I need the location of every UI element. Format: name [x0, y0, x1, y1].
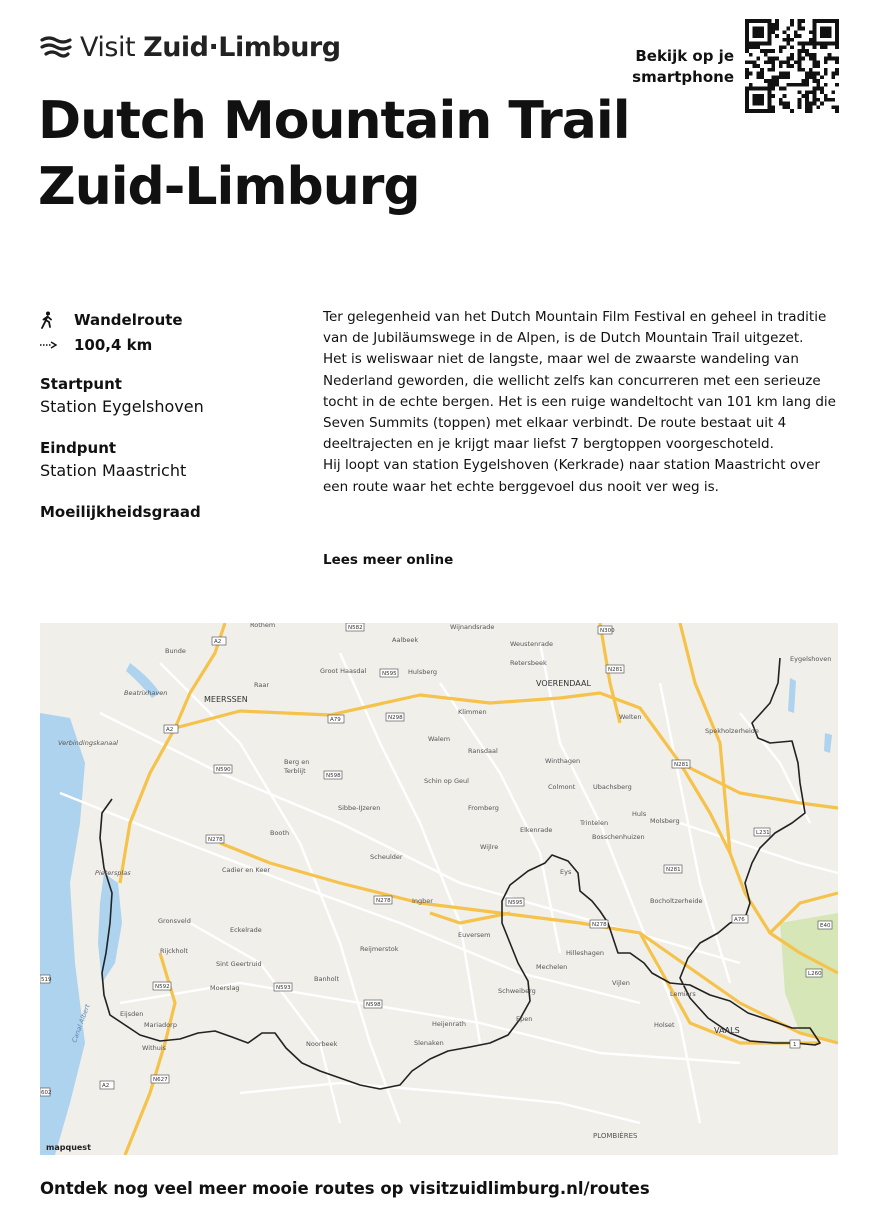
- svg-text:A2: A2: [102, 1083, 110, 1089]
- place-label-huls: Huls: [632, 810, 647, 818]
- svg-text:N298: N298: [388, 715, 403, 721]
- dotted-arrow-icon: [40, 341, 74, 349]
- description-paragraph: Hij loopt van station Eygelshoven (Kerkrade) naar station Maastricht over een route waar het echte berggevoel dus nooit ver weg is.: [323, 457, 820, 495]
- route-map[interactable]: [40, 623, 838, 1155]
- road-shield: [664, 865, 682, 873]
- place-label-beatrixhaven: Beatrixhaven: [124, 689, 168, 697]
- road-shield: [214, 765, 232, 773]
- road-shield: [151, 1075, 169, 1083]
- place-label-raar: Raar: [254, 681, 270, 689]
- svg-text:N281: N281: [674, 762, 689, 768]
- place-label-fromberg: Fromberg: [468, 804, 499, 812]
- place-label-trintelen: Trintelen: [580, 819, 609, 827]
- place-label-hulsberg: Hulsberg: [408, 668, 438, 676]
- place-label-colmont: Colmont: [548, 783, 576, 791]
- place-label-rothem: Rothem: [250, 623, 276, 629]
- start-label: Startpunt: [40, 375, 122, 393]
- road-shield: [274, 983, 292, 991]
- place-label-winthagen: Winthagen: [545, 757, 581, 765]
- road-shield: [806, 969, 822, 977]
- walker-icon: [40, 311, 74, 329]
- map-canvas[interactable]: [40, 623, 838, 1155]
- svg-text:N590: N590: [216, 767, 231, 773]
- place-label-berg-en-terblijt: Terblijt: [284, 767, 306, 775]
- road-shield: [380, 669, 398, 677]
- place-label-bosschenhuizen: Bosschenhuizen: [592, 833, 645, 841]
- place-label-lemiers: Lemiers: [670, 990, 696, 998]
- place-label-pietersplas: Pietersplas: [95, 869, 131, 877]
- svg-text:A2: A2: [166, 727, 174, 733]
- place-label-moerslag: Moerslag: [210, 984, 240, 992]
- place-label-booth: Booth: [270, 829, 290, 837]
- svg-text:N598: N598: [366, 1002, 381, 1008]
- place-label-sibbe-ijzeren: Sibbe-IJzeren: [338, 804, 381, 812]
- place-label-vaals: VAALS: [714, 1026, 740, 1035]
- road-shield: [672, 760, 690, 768]
- description-paragraph: Ter gelegenheid van het Dutch Mountain Film Festival en geheel in traditie van de Jubiläumswege in de Alpen, is de Dutch Mountain Trail uitgezet.: [323, 309, 827, 347]
- place-label-rijckholt: Rijckholt: [160, 947, 188, 955]
- end-label: Eindpunt: [40, 439, 117, 457]
- svg-text:L260: L260: [808, 971, 822, 977]
- qr-code[interactable]: [745, 18, 839, 114]
- description-paragraph: Het is weliswaar niet de langste, maar wel de zwaarste wandeling van Nederland geworden, die wellicht zelfs kan concurreren met een serieuze tocht in de echte bergen. Het is een ruige wandeltocht van 101 km lang die Seven Summits (toppen) met elkaar verbindt. De route bestaat uit 4 deeltrajecten en je krijgt maar liefst 7 bergtoppen voorgeschoteld.: [323, 351, 836, 453]
- place-label-voerendaal: VOERENDAAL: [536, 679, 591, 688]
- svg-text:N582: N582: [348, 625, 363, 631]
- svg-text:A76: A76: [734, 917, 745, 923]
- road-shield: [818, 921, 832, 929]
- place-label-withuis: Withuis: [142, 1044, 167, 1052]
- place-label-plombieres: PLOMBIÈRES: [593, 1132, 638, 1140]
- place-label-wijnandsrade: Wijnandsrade: [450, 623, 495, 631]
- place-label-bocholtzerheide: Bocholtzerheide: [650, 897, 703, 905]
- road-shield: [506, 898, 524, 906]
- place-label-meerssen: MEERSSEN: [204, 695, 248, 704]
- footer-link-text[interactable]: Ontdek nog veel meer mooie routes op visitzuidlimburg.nl/routes: [40, 1179, 650, 1198]
- place-label-groot-haasdal: Groot Haasdal: [320, 667, 367, 675]
- svg-text:N281: N281: [666, 867, 681, 873]
- place-label-berg-en-terblijt: Berg en: [284, 758, 310, 766]
- difficulty-label: Moeilijkheidsgraad: [40, 503, 201, 521]
- place-label-aalbeek: Aalbeek: [392, 636, 419, 644]
- road-shield: [754, 828, 770, 836]
- place-label-canal-albert: Canal Albert: [70, 1003, 92, 1044]
- place-label-euversem: Euversem: [458, 931, 491, 939]
- svg-text:A2: A2: [214, 639, 222, 645]
- place-label-eys: Eys: [560, 868, 572, 876]
- end-value: Station Maastricht: [40, 461, 187, 480]
- road-shield: [364, 1000, 382, 1008]
- place-label-banholt: Banholt: [314, 975, 340, 983]
- svg-text:N627: N627: [153, 1077, 168, 1083]
- svg-text:N595: N595: [382, 671, 397, 677]
- place-label-schin-op-geul: Schin op Geul: [424, 777, 469, 785]
- place-label-retersbeek: Retersbeek: [510, 659, 547, 667]
- place-label-klimmen: Klimmen: [458, 708, 487, 716]
- place-label-spekholzerheide: Spekholzerheide: [705, 727, 759, 735]
- place-label-holset: Holset: [654, 1021, 675, 1029]
- brand-name: Visit Zuid·Limburg: [80, 32, 341, 63]
- route-type: Wandelroute: [40, 307, 300, 332]
- road-shield: [374, 896, 392, 904]
- svg-text:N278: N278: [376, 898, 391, 904]
- svg-text:N592: N592: [155, 984, 170, 990]
- place-label-slenaken: Slenaken: [414, 1039, 444, 1047]
- road-shield: [164, 725, 178, 733]
- place-label-verbindingskanaal: Verbindingskanaal: [58, 739, 118, 747]
- svg-text:L231: L231: [756, 830, 770, 836]
- place-label-eijsden: Eijsden: [120, 1010, 144, 1018]
- svg-text:N300: N300: [600, 628, 615, 634]
- brand-logo[interactable]: [40, 32, 341, 63]
- road-shield: [100, 1081, 114, 1089]
- place-label-walem: Walem: [428, 735, 451, 743]
- page-title: Dutch Mountain Trail Zuid-Limburg: [38, 91, 630, 217]
- svg-text:602: 602: [41, 1090, 52, 1096]
- qr-label: Bekijk op je smartphone: [632, 47, 734, 86]
- start-value: Station Eygelshoven: [40, 397, 204, 416]
- place-label-noorbeek: Noorbeek: [306, 1040, 338, 1048]
- place-label-heijenrath: Heijenrath: [432, 1020, 466, 1028]
- place-label-welten: Welten: [619, 713, 642, 721]
- road-shield: [598, 626, 615, 634]
- place-label-eygelshoven: Eygelshoven: [790, 655, 832, 663]
- place-label-wijlre: Wijlre: [480, 843, 499, 851]
- road-shield: [790, 1040, 800, 1048]
- place-label-scheulder: Scheulder: [370, 853, 403, 861]
- road-shield: [732, 915, 748, 923]
- road-shield: [153, 982, 171, 990]
- road-shield: [206, 835, 224, 843]
- place-label-sint-geertruid: Sint Geertruid: [216, 960, 262, 968]
- svg-text:1: 1: [793, 1042, 797, 1048]
- svg-text:N598: N598: [326, 773, 341, 779]
- place-label-ubachsberg: Ubachsberg: [593, 783, 632, 791]
- route-distance: 100,4 km: [40, 332, 300, 357]
- place-label-molsberg: Molsberg: [650, 817, 680, 825]
- place-label-eckelrade: Eckelrade: [230, 926, 262, 934]
- place-label-mechelen: Mechelen: [536, 963, 568, 971]
- place-label-weustenrade: Weustenrade: [510, 640, 553, 648]
- place-label-bunde: Bunde: [165, 647, 186, 655]
- road-shield: [386, 713, 404, 721]
- svg-text:N593: N593: [276, 985, 291, 991]
- road-shield: [324, 771, 342, 779]
- svg-text:A79: A79: [330, 717, 341, 723]
- place-label-reijmerstok: Reijmerstok: [360, 945, 399, 953]
- route-description: [323, 307, 838, 498]
- svg-text:519: 519: [41, 977, 52, 983]
- road-shield: [40, 1088, 52, 1096]
- place-label-ingber: Ingber: [412, 897, 433, 905]
- svg-text:N281: N281: [608, 667, 623, 673]
- place-label-hilleshagen: Hilleshagen: [566, 949, 605, 957]
- road-shield: [212, 637, 226, 645]
- route-meta: [40, 307, 300, 523]
- road-shield: [590, 920, 608, 928]
- place-label-epen: Epen: [516, 1015, 533, 1023]
- svg-text:N278: N278: [592, 922, 607, 928]
- svg-text:N278: N278: [208, 837, 223, 843]
- place-label-elkenrade: Elkenrade: [520, 826, 553, 834]
- road-shield: [40, 975, 52, 983]
- place-label-schweiberg: Schweiberg: [498, 987, 536, 995]
- place-label-mariadorp: Mariadorp: [144, 1021, 177, 1029]
- place-label-ransdaal: Ransdaal: [468, 747, 498, 755]
- road-shield: [346, 623, 364, 631]
- place-label-vijlen: Vijlen: [612, 979, 630, 987]
- wave-logo-icon: [40, 34, 72, 62]
- svg-text:N595: N595: [508, 900, 523, 906]
- place-label-gronsveld: Gronsveld: [158, 917, 191, 925]
- road-shield: [606, 665, 624, 673]
- read-more-link[interactable]: Lees meer online: [323, 552, 454, 568]
- place-label-cadier-en-keer: Cadier en Keer: [222, 866, 270, 874]
- map-attribution[interactable]: mapquest: [46, 1143, 91, 1152]
- svg-text:E40: E40: [820, 923, 831, 929]
- road-shield: [328, 715, 344, 723]
